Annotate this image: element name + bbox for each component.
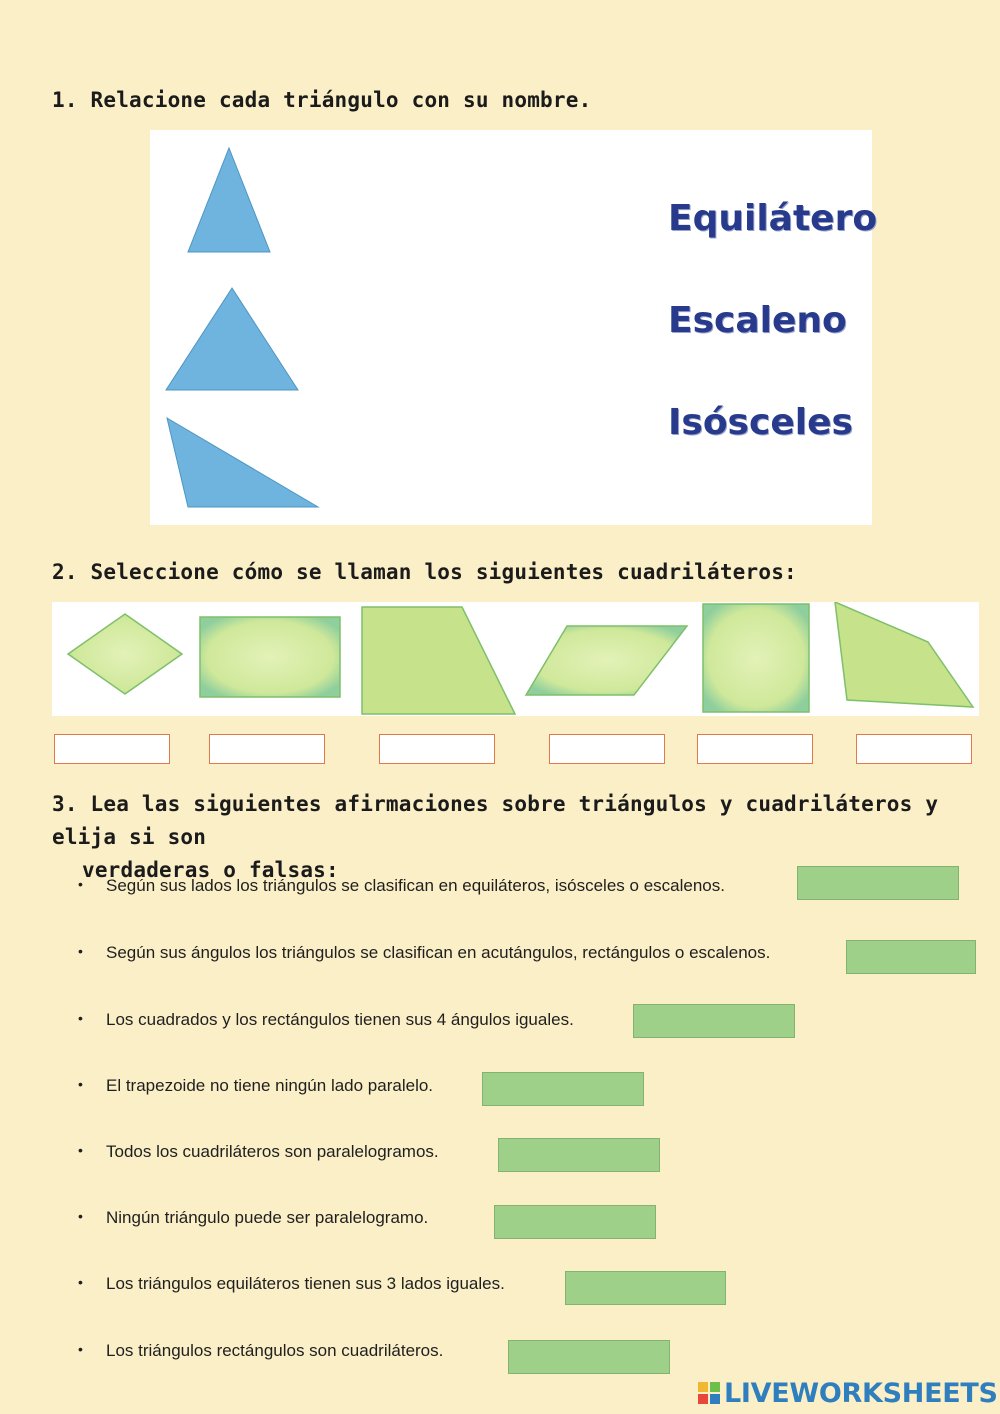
liveworksheets-logo-icon — [698, 1382, 720, 1404]
statement-text: Los cuadrados y los rectángulos tienen sus 4 ángulos iguales. — [106, 1010, 574, 1029]
quadrilateral-answer-5[interactable] — [697, 734, 813, 764]
trapezoid-shape — [835, 602, 973, 707]
true-false-select-6[interactable] — [494, 1205, 656, 1239]
quadrilateral-answer-1[interactable] — [54, 734, 170, 764]
trapezium-shape — [362, 607, 515, 714]
equilateral-triangle-shape — [188, 148, 270, 252]
bullet-icon: • — [78, 876, 83, 892]
triangles-image — [150, 130, 878, 525]
bullet-icon: • — [78, 1010, 83, 1026]
statement-text: Todos los cuadriláteros son paralelogramos. — [106, 1142, 439, 1161]
true-false-select-8[interactable] — [508, 1340, 670, 1374]
statement-text: El trapezoide no tiene ningún lado paralelo. — [106, 1076, 434, 1095]
bullet-icon: • — [78, 1274, 83, 1290]
square-shape — [703, 604, 809, 712]
rhombus-shape — [68, 614, 182, 694]
question-3-title-line2: verdaderas o falsas: — [82, 858, 339, 882]
triangle-name-isosceles[interactable]: Isósceles — [668, 402, 853, 443]
question-1-title: 1. Relacione cada triángulo con su nombre. — [52, 88, 592, 112]
quadrilateral-answer-3[interactable] — [379, 734, 495, 764]
scalene-triangle-shape — [167, 418, 318, 507]
true-false-select-5[interactable] — [498, 1138, 660, 1172]
rhomboid-shape — [526, 626, 687, 695]
rectangle-shape — [200, 617, 340, 697]
statement-text: Según sus ángulos los triángulos se clasifican en acutángulos, rectángulos o escalenos. — [106, 943, 771, 962]
triangle-name-equilatero[interactable]: Equilátero — [668, 198, 878, 239]
true-false-select-4[interactable] — [482, 1072, 644, 1106]
statement-text: Ningún triángulo puede ser paralelogramo. — [106, 1208, 429, 1227]
liveworksheets-logo[interactable] — [698, 1377, 998, 1409]
true-false-select-7[interactable] — [565, 1271, 726, 1305]
bullet-icon: • — [78, 1076, 83, 1092]
true-false-select-2[interactable] — [846, 940, 976, 974]
statement-text: Los triángulos equiláteros tienen sus 3 lados iguales. — [106, 1274, 505, 1293]
statement-text: Los triángulos rectángulos son cuadriláteros. — [106, 1341, 444, 1360]
quadrilaterals-image — [52, 602, 979, 716]
bullet-icon: • — [78, 943, 83, 959]
statement-text: Según sus lados los triángulos se clasifican en equiláteros, isósceles o escalenos. — [106, 876, 725, 895]
bullet-icon: • — [78, 1208, 83, 1224]
quadrilateral-answer-4[interactable] — [549, 734, 665, 764]
logo-text: LIVEWORKSHEETS — [724, 1377, 998, 1409]
quadrilateral-answer-6[interactable] — [856, 734, 972, 764]
question-2-title: 2. Seleccione cómo se llaman los siguientes cuadriláteros: — [52, 560, 797, 584]
quadrilaterals-svg — [52, 602, 979, 716]
triangle-name-escaleno[interactable]: Escaleno — [668, 300, 847, 341]
question-3-title-line1: 3. Lea las siguientes afirmaciones sobre triángulos y cuadriláteros y elija si son — [52, 792, 939, 849]
isosceles-triangle-shape — [166, 288, 298, 390]
quadrilateral-answer-2[interactable] — [209, 734, 325, 764]
true-false-select-1[interactable] — [797, 866, 959, 900]
bullet-icon: • — [78, 1142, 83, 1158]
true-false-select-3[interactable] — [633, 1004, 795, 1038]
bullet-icon: • — [78, 1341, 83, 1357]
